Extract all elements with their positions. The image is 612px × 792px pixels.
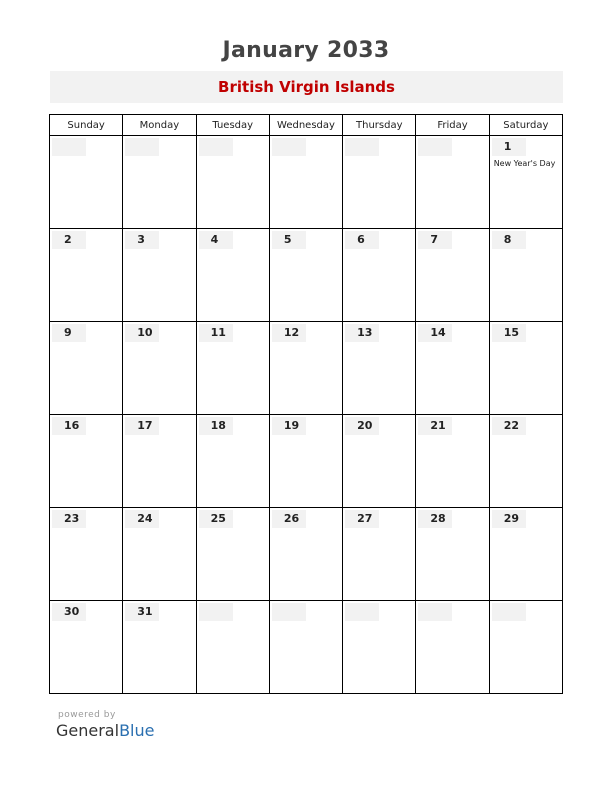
day-cell bbox=[50, 229, 123, 322]
day-cell bbox=[489, 322, 562, 415]
day-number-tag bbox=[125, 138, 159, 156]
day-cell bbox=[489, 415, 562, 508]
holiday-label: New Year's Day bbox=[493, 159, 556, 168]
day-cell bbox=[123, 415, 196, 508]
day-number: 29 bbox=[503, 512, 519, 525]
day-cell bbox=[50, 601, 123, 694]
day-number-tag bbox=[272, 138, 306, 156]
day-number: 17 bbox=[137, 419, 153, 432]
day-cell bbox=[416, 508, 489, 601]
day-number: 1 bbox=[503, 140, 512, 153]
day-number: 24 bbox=[137, 512, 153, 525]
empty-day-cell bbox=[269, 601, 342, 694]
generalblue-logo[interactable] bbox=[56, 721, 154, 740]
day-number-tag bbox=[345, 138, 379, 156]
empty-day-cell bbox=[196, 601, 269, 694]
week-row bbox=[50, 601, 563, 694]
day-number: 4 bbox=[210, 233, 219, 246]
calendar-grid bbox=[49, 114, 563, 694]
day-cell bbox=[416, 322, 489, 415]
day-cell bbox=[196, 415, 269, 508]
day-number: 10 bbox=[137, 326, 153, 339]
empty-day-cell bbox=[269, 136, 342, 229]
day-number-tag bbox=[52, 138, 86, 156]
day-number-tag bbox=[418, 138, 452, 156]
day-number: 30 bbox=[64, 605, 80, 618]
day-number-tag bbox=[345, 603, 379, 621]
empty-day-cell bbox=[50, 136, 123, 229]
day-number-tag bbox=[199, 603, 233, 621]
day-cell bbox=[196, 322, 269, 415]
day-cell bbox=[269, 229, 342, 322]
day-cell bbox=[489, 508, 562, 601]
day-number: 3 bbox=[137, 233, 145, 246]
day-number: 8 bbox=[503, 233, 512, 246]
day-cell bbox=[343, 415, 416, 508]
day-cell bbox=[50, 322, 123, 415]
day-cell bbox=[343, 229, 416, 322]
day-cell bbox=[123, 229, 196, 322]
day-number-tag bbox=[199, 138, 233, 156]
day-number: 23 bbox=[64, 512, 80, 525]
day-number: 6 bbox=[357, 233, 365, 246]
day-number: 16 bbox=[64, 419, 80, 432]
day-number: 11 bbox=[210, 326, 226, 339]
day-cell bbox=[123, 508, 196, 601]
calendar-title: January 2033 bbox=[222, 38, 390, 63]
weekday-wednesday: Wednesday bbox=[269, 115, 342, 136]
week-row bbox=[50, 136, 563, 229]
day-number: 12 bbox=[283, 326, 300, 339]
day-cell bbox=[196, 508, 269, 601]
empty-day-cell bbox=[123, 136, 196, 229]
empty-day-cell bbox=[196, 136, 269, 229]
day-number: 22 bbox=[503, 419, 519, 432]
day-number: 19 bbox=[283, 419, 300, 432]
week-row bbox=[50, 322, 563, 415]
empty-day-cell bbox=[489, 601, 562, 694]
powered-by-label: powered by bbox=[58, 710, 116, 720]
day-number: 2 bbox=[64, 233, 72, 246]
weekday-monday: Monday bbox=[123, 115, 196, 136]
brand-blue: Blue bbox=[119, 721, 155, 740]
week-row bbox=[50, 508, 563, 601]
day-number: 31 bbox=[137, 605, 153, 618]
day-number: 26 bbox=[283, 512, 300, 525]
day-cell bbox=[123, 601, 196, 694]
day-cell bbox=[269, 508, 342, 601]
country-name: British Virgin Islands bbox=[218, 78, 395, 96]
empty-day-cell bbox=[343, 601, 416, 694]
day-cell bbox=[343, 508, 416, 601]
weekday-thursday: Thursday bbox=[343, 115, 416, 136]
empty-day-cell bbox=[343, 136, 416, 229]
day-cell bbox=[50, 508, 123, 601]
day-cell bbox=[123, 322, 196, 415]
weekday-saturday: Saturday bbox=[489, 115, 562, 136]
day-number-tag bbox=[272, 603, 306, 621]
week-row bbox=[50, 229, 563, 322]
day-cell bbox=[269, 415, 342, 508]
day-number: 15 bbox=[503, 326, 519, 339]
day-number: 25 bbox=[210, 512, 226, 525]
day-number-tag bbox=[418, 603, 452, 621]
day-cell bbox=[416, 229, 489, 322]
brand-general: General bbox=[56, 721, 120, 740]
weekday-header-row bbox=[50, 115, 563, 136]
day-number: 27 bbox=[357, 512, 373, 525]
day-number-tag bbox=[492, 603, 526, 621]
empty-day-cell bbox=[416, 136, 489, 229]
day-number: 5 bbox=[283, 233, 292, 246]
day-number: 14 bbox=[430, 326, 446, 339]
day-number: 9 bbox=[64, 326, 72, 339]
weekday-sunday: Sunday bbox=[50, 115, 123, 136]
day-number: 13 bbox=[357, 326, 373, 339]
day-cell bbox=[489, 136, 562, 229]
day-cell bbox=[196, 229, 269, 322]
day-cell bbox=[416, 415, 489, 508]
day-cell bbox=[269, 322, 342, 415]
day-number: 18 bbox=[210, 419, 226, 432]
day-number: 21 bbox=[430, 419, 446, 432]
day-cell bbox=[50, 415, 123, 508]
day-cell bbox=[489, 229, 562, 322]
country-banner bbox=[50, 71, 563, 103]
weekday-friday: Friday bbox=[416, 115, 489, 136]
empty-day-cell bbox=[416, 601, 489, 694]
day-number: 20 bbox=[357, 419, 373, 432]
week-row bbox=[50, 415, 563, 508]
day-cell bbox=[343, 322, 416, 415]
weekday-tuesday: Tuesday bbox=[196, 115, 269, 136]
day-number: 7 bbox=[430, 233, 439, 246]
day-number: 28 bbox=[430, 512, 446, 525]
